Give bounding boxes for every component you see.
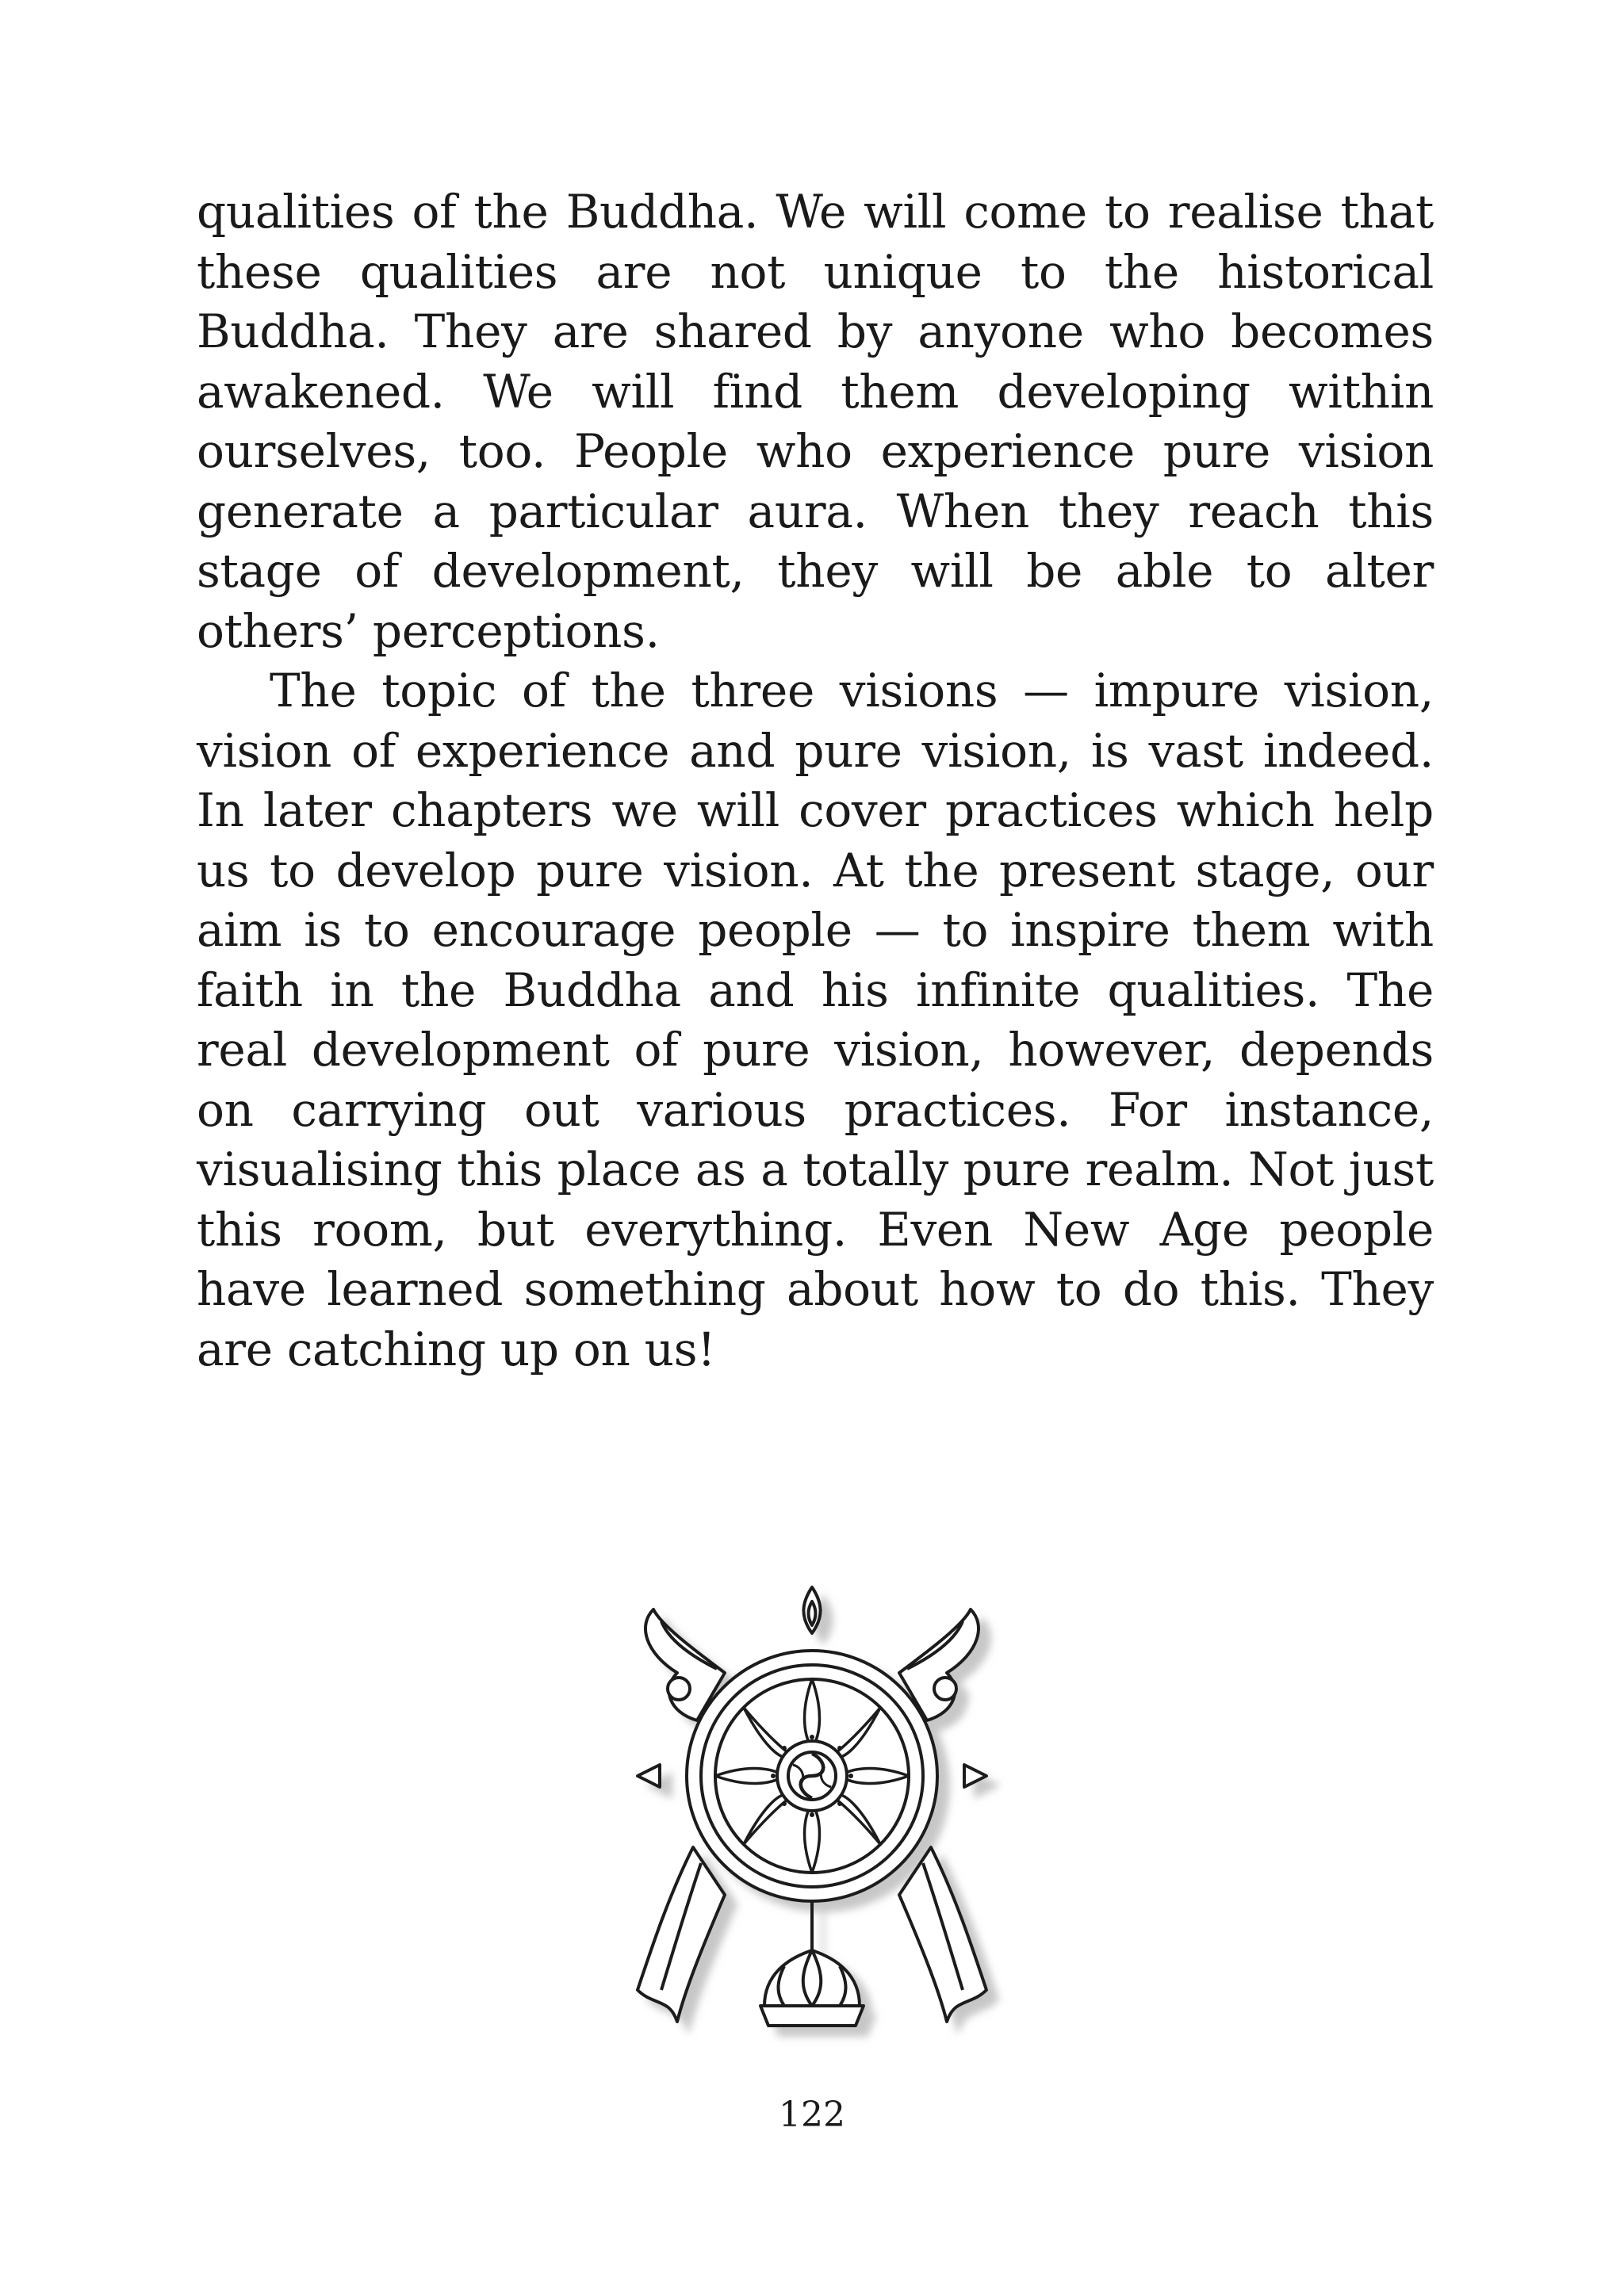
paragraph-2: The topic of the three visions — impure vision, vision of experience and pure vision, is vast indeed. In later chapters we will cover practices which help us to develop pure vision. At the present stage, our aim is to encourage people — to inspire them with faith in the Buddha and his infinite qualities. The real development of pure vision, however, depends on carrying out various practices. For instance, visualising this place as a totally pure realm. Not just this room, but everything. Even New Age people have learned something about how to do this. They are catching up on us!: [197, 664, 1434, 1376]
paragraph-1: qualities of the Buddha. We will come to realise that these qualities are not unique to the historical Buddha. They are shared by anyone who becomes awakened. We will find them developing within ourselves, too. People who experience pure vision generate a particular aura. When they reach this stage of development, they will be able to alter others’ perceptions.: [197, 185, 1434, 658]
body-text: [197, 182, 1434, 1380]
page-number: 122: [779, 2095, 845, 2135]
dharma-wheel-icon: [606, 1578, 1018, 2069]
